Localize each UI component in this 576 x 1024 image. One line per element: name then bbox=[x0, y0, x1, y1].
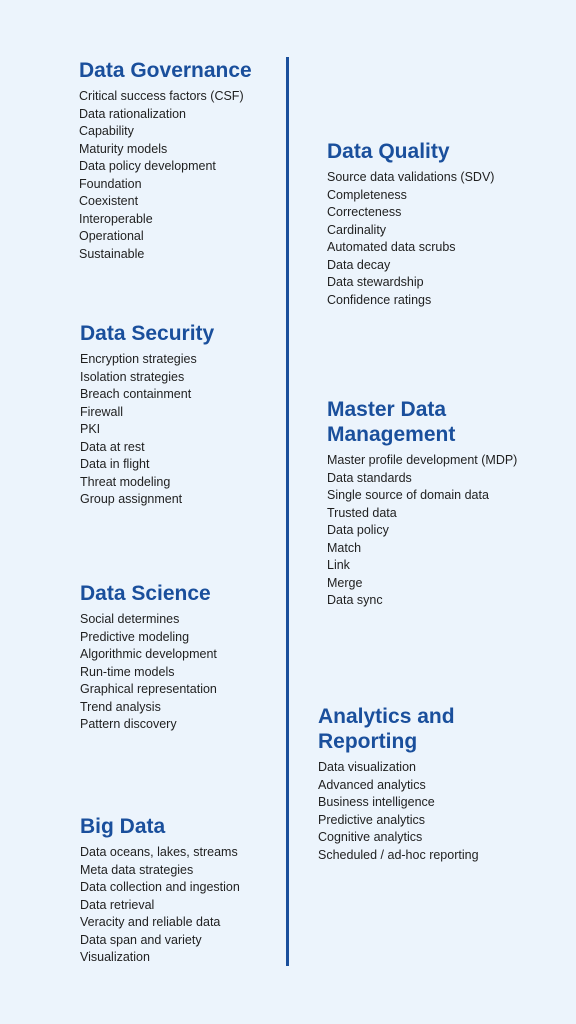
list-item: Cardinality bbox=[327, 222, 387, 237]
list-item: Advanced analytics bbox=[318, 777, 426, 792]
list-item: Foundation bbox=[79, 176, 142, 191]
section-title: Data Security bbox=[80, 322, 215, 345]
list-item: Maturity models bbox=[79, 141, 168, 156]
list-item: Data sync bbox=[327, 593, 383, 607]
list-item: Run-time models bbox=[80, 664, 175, 679]
item-list bbox=[80, 611, 217, 734]
list-item: Critical success factors (CSF) bbox=[79, 89, 244, 103]
list-item: Coexistent bbox=[79, 194, 139, 208]
section-title: Master Data Management bbox=[327, 398, 456, 446]
vertical-divider bbox=[286, 57, 289, 966]
list-item: Data at rest bbox=[80, 439, 145, 454]
list-item: Completeness bbox=[327, 187, 407, 202]
list-item: Firewall bbox=[80, 404, 124, 419]
item-list bbox=[79, 88, 252, 263]
list-item: Data retrieval bbox=[80, 897, 155, 912]
list-item: Data stewardship bbox=[327, 275, 424, 289]
section-data-science bbox=[80, 581, 217, 734]
list-item: Merge bbox=[327, 575, 363, 590]
list-item: Graphical representation bbox=[80, 682, 217, 696]
list-item: Algorithmic development bbox=[80, 647, 217, 661]
list-item: Operational bbox=[79, 229, 144, 243]
list-item: Meta data strategies bbox=[80, 862, 194, 877]
list-item: Predictive modeling bbox=[80, 629, 190, 644]
section-master-data-management bbox=[327, 397, 547, 610]
list-item: Business intelligence bbox=[318, 795, 435, 809]
list-item: Cognitive analytics bbox=[318, 830, 423, 844]
list-item: Pattern discovery bbox=[80, 717, 177, 731]
list-item: Visualization bbox=[80, 950, 150, 964]
section-title: Data Science bbox=[80, 582, 211, 605]
list-item: Interoperable bbox=[79, 211, 153, 226]
item-list bbox=[327, 452, 547, 610]
list-item: Data standards bbox=[327, 470, 412, 485]
list-item: Group assignment bbox=[80, 492, 183, 506]
list-item: Breach containment bbox=[80, 387, 192, 401]
list-item: Veracity and reliable data bbox=[80, 915, 221, 929]
list-item: Data policy development bbox=[79, 159, 216, 173]
list-item: Scheduled / ad-hoc reporting bbox=[318, 847, 479, 862]
item-list bbox=[80, 351, 214, 509]
section-title: Analytics and Reporting bbox=[318, 705, 455, 753]
section-analytics-and-reporting bbox=[318, 704, 498, 864]
section-title: Data Governance bbox=[79, 59, 252, 82]
list-item: Data collection and ingestion bbox=[80, 880, 240, 894]
list-item: Trusted data bbox=[327, 505, 397, 520]
item-list bbox=[327, 169, 494, 309]
section-title: Data Quality bbox=[327, 140, 450, 163]
section-data-security bbox=[80, 321, 214, 509]
list-item: Social determines bbox=[80, 612, 180, 626]
list-item: Predictive analytics bbox=[318, 812, 425, 827]
list-item: Master profile development (MDP) bbox=[327, 453, 518, 467]
list-item: Correcteness bbox=[327, 205, 402, 219]
list-item: Data in flight bbox=[80, 457, 150, 471]
list-item: Threat modeling bbox=[80, 474, 171, 489]
list-item: Data span and variety bbox=[80, 932, 202, 947]
list-item: Link bbox=[327, 558, 350, 572]
section-data-quality bbox=[327, 139, 494, 309]
list-item: Isolation strategies bbox=[80, 369, 185, 384]
section-data-governance bbox=[79, 58, 252, 263]
list-item: PKI bbox=[80, 422, 101, 436]
item-list bbox=[318, 759, 498, 864]
section-big-data bbox=[80, 814, 250, 967]
list-item: Capability bbox=[79, 124, 134, 138]
list-item: Single source of domain data bbox=[327, 488, 489, 502]
list-item: Confidence ratings bbox=[327, 292, 432, 307]
section-title: Big Data bbox=[80, 815, 166, 838]
list-item: Data rationalization bbox=[79, 106, 187, 121]
list-item: Encryption strategies bbox=[80, 352, 197, 366]
item-list bbox=[80, 844, 250, 967]
list-item: Data policy bbox=[327, 523, 389, 537]
list-item: Data visualization bbox=[318, 760, 416, 774]
list-item: Source data validations (SDV) bbox=[327, 170, 495, 184]
list-item: Data oceans, lakes, streams bbox=[80, 845, 238, 859]
list-item: Match bbox=[327, 540, 362, 555]
list-item: Automated data scrubs bbox=[327, 240, 456, 254]
list-item: Trend analysis bbox=[80, 699, 161, 714]
list-item: Sustainable bbox=[79, 246, 145, 261]
list-item: Data decay bbox=[327, 257, 391, 272]
